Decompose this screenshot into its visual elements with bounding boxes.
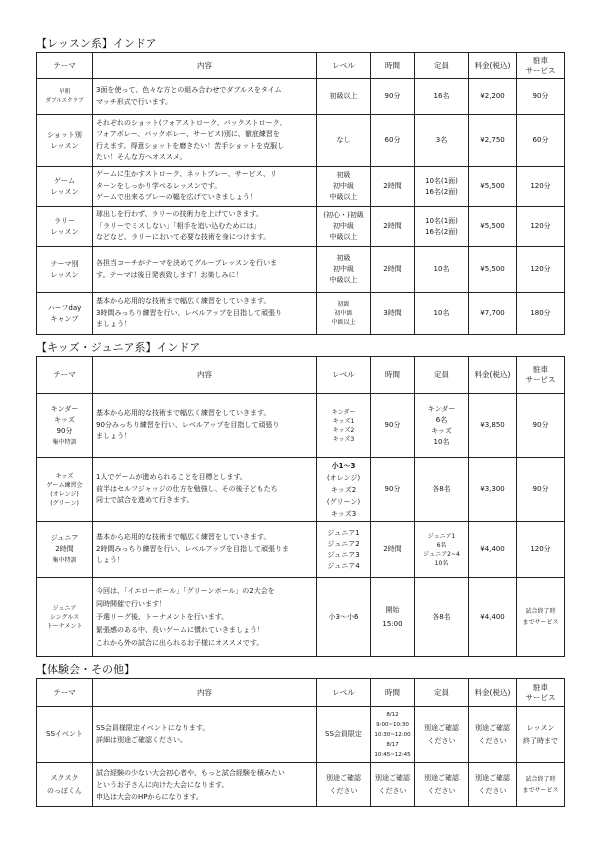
table-row	[37, 458, 565, 522]
row-time: 90分	[371, 458, 415, 522]
row-theme: テーマ別 レッスン	[37, 247, 93, 293]
row-theme: ショット別 レッスン	[37, 115, 93, 167]
row-price: ¥5,500	[469, 207, 517, 247]
header-time: 時間	[371, 53, 415, 79]
row-theme: ジュニア シングルス トーナメント	[37, 578, 93, 657]
section-title-lessons: 【レッスン系】インドア	[36, 37, 157, 50]
row-time: 開始 15:00	[371, 578, 415, 657]
row-level: 別途ご確認 ください	[317, 763, 371, 807]
table-row	[37, 394, 565, 458]
row-time: 90分	[371, 394, 415, 458]
row-price: ¥5,500	[469, 247, 517, 293]
row-content: 球出しを行わず、ラリーの技術力を上げていきます。 「ラリーでミスしない」「相手を追い込むためには」 などなど、ラリーにおいて必要な技術を身につけます。	[93, 207, 317, 247]
row-content: 3面を使って、色々な方との組み合わせでダブルスをタイム マッチ形式で行います。	[93, 79, 317, 115]
row-parking: 60分	[517, 115, 565, 167]
row-parking: 120分	[517, 167, 565, 207]
row-parking: 試合終了時 までサービス	[517, 578, 565, 657]
row-capacity: 16名	[415, 79, 469, 115]
header-level: レベル	[317, 679, 371, 707]
row-content: 基本から応用的な技術まで幅広く練習をしていきます。 3時間みっちり練習を行い、レベルアップを目指して頑張り ましょう！	[93, 293, 317, 335]
row-parking: レッスン 終了時まで	[517, 707, 565, 763]
row-theme: 早朝 ダブルスクラブ	[37, 79, 93, 115]
header-capacity: 定員	[415, 357, 469, 394]
row-parking: 120分	[517, 247, 565, 293]
table-header-row	[37, 357, 565, 394]
header-price: 料金(税込)	[469, 357, 517, 394]
row-capacity: 3名	[415, 115, 469, 167]
row-capacity: 10名(1面) 16名(2面)	[415, 167, 469, 207]
section-title-trial-other: 【体験会・その他】	[36, 663, 135, 676]
table-row	[37, 707, 565, 763]
row-content: ゲームに生かすストローク、ネットプレー、サービス、リ ターンをしっかり学べるレッスンです。 ゲームで出来るプレーの幅を広げていきましょう！	[93, 167, 317, 207]
row-capacity: 10名	[415, 293, 469, 335]
row-theme: キッズ ゲーム練習会 (オレンジ) (グリーン)	[37, 458, 93, 522]
row-time: 3時間	[371, 293, 415, 335]
section-title-kids-junior: 【キッズ・ジュニア系】インドア	[36, 341, 201, 354]
row-parking: 120分	[517, 522, 565, 578]
row-capacity: ジュニア1 6名 ジュニア2~4 10名	[415, 522, 469, 578]
row-parking: 90分	[517, 394, 565, 458]
trial-other-table	[36, 678, 565, 807]
row-time: 90分	[371, 79, 415, 115]
header-parking: 駐車 サービス	[517, 679, 565, 707]
row-theme: スクスク のっぽくん	[37, 763, 93, 807]
row-capacity: 10名(1面) 16名(2面)	[415, 207, 469, 247]
row-time: 2時間	[371, 247, 415, 293]
header-theme: テーマ	[37, 357, 93, 394]
row-capacity: 10名	[415, 247, 469, 293]
row-price: ¥5,500	[469, 167, 517, 207]
row-theme: ハーフday キャンプ	[37, 293, 93, 335]
row-parking: 90分	[517, 458, 565, 522]
table-row	[37, 207, 565, 247]
row-content: 基本から応用的な技術まで幅広く練習をしていきます。 2時間みっちり練習を行い、レベルアップを目指して頑張りま しょう！	[93, 522, 317, 578]
row-content: 今回は、「イエローボール」「グリーンボール」の2大会を 同時開催で行います！ 予選リーグ後、トーナメントを行います。 緊張感のある中、長いゲームに慣れていきましょう！ これから外の試合に出られるお子様にオススメです。	[93, 578, 317, 657]
header-price: 料金(税込)	[469, 679, 517, 707]
row-time: 2時間	[371, 167, 415, 207]
row-level: 初級以上	[317, 79, 371, 115]
row-content: 基本から応用的な技術まで幅広く練習をしていきます。 90分みっちり練習を行い、レベルアップを目指して頑張り ましょう！	[93, 394, 317, 458]
row-theme: ラリー レッスン	[37, 207, 93, 247]
header-level: レベル	[317, 53, 371, 79]
row-parking: 180分	[517, 293, 565, 335]
row-time: 8/12 9:00~10:30 10:30~12:00 8/17 10:45~12:45	[371, 707, 415, 763]
row-price: ¥2,750	[469, 115, 517, 167]
table-header-row	[37, 53, 565, 79]
row-level: ジュニア1 ジュニア2 ジュニア3 ジュニア4	[317, 522, 371, 578]
header-parking: 駐車 サービス	[517, 357, 565, 394]
row-parking: 90分	[517, 79, 565, 115]
row-price: 別途ご確認 ください	[469, 763, 517, 807]
table-row	[37, 763, 565, 807]
row-level: 初級 初中級 中級以上	[317, 293, 371, 335]
row-level: 初級 初中級 中級以上	[317, 247, 371, 293]
table-row	[37, 79, 565, 115]
header-price: 料金(税込)	[469, 53, 517, 79]
row-time: 別途ご確認 ください	[371, 763, 415, 807]
row-theme: ジュニア 2時間 集中特訓	[37, 522, 93, 578]
row-time: 2時間	[371, 522, 415, 578]
row-parking: 試合終了時 までサービス	[517, 763, 565, 807]
table-row	[37, 522, 565, 578]
row-price: ¥2,200	[469, 79, 517, 115]
row-level: 小1〜3 (オレンジ) キッズ2 (グリーン) キッズ3	[317, 458, 371, 522]
header-theme: テーマ	[37, 679, 93, 707]
row-level: 小3〜小6	[317, 578, 371, 657]
row-content: 各担当コーチがテーマを決めてグループレッスンを行いま す。テーマは後日発表致します！お楽しみに！	[93, 247, 317, 293]
row-level: なし	[317, 115, 371, 167]
table-row	[37, 247, 565, 293]
row-price: ¥4,400	[469, 522, 517, 578]
header-time: 時間	[371, 357, 415, 394]
row-price: ¥4,400	[469, 578, 517, 657]
row-parking: 120分	[517, 207, 565, 247]
header-content: 内容	[93, 679, 317, 707]
header-capacity: 定員	[415, 679, 469, 707]
table-header-row	[37, 679, 565, 707]
row-capacity: 別途ご確認 ください	[415, 763, 469, 807]
table-row	[37, 578, 565, 657]
row-capacity: キンダー 6名 キッズ 10名	[415, 394, 469, 458]
row-price: 別途ご確認 ください	[469, 707, 517, 763]
row-time: 2時間	[371, 207, 415, 247]
header-content: 内容	[93, 357, 317, 394]
row-level: キンダー キッズ1 キッズ2 キッズ3	[317, 394, 371, 458]
row-level: (初心・)初級 初中級 中級以上	[317, 207, 371, 247]
table-row	[37, 115, 565, 167]
row-theme: SSイベント	[37, 707, 93, 763]
header-parking: 駐車 サービス	[517, 53, 565, 79]
row-capacity: 各8名	[415, 578, 469, 657]
row-content: SS会員様限定イベントになります。 詳細は別途ご確認ください。	[93, 707, 317, 763]
row-capacity: 各8名	[415, 458, 469, 522]
row-capacity: 別途ご確認 ください	[415, 707, 469, 763]
header-time: 時間	[371, 679, 415, 707]
row-content: 1人でゲームが進められることを目標とします。 前半はセルフジャッジの仕方を勉強し、その後子どもたち 同士で試合を進めて行きます。	[93, 458, 317, 522]
kids-junior-table	[36, 356, 565, 657]
row-price: ¥7,700	[469, 293, 517, 335]
header-level: レベル	[317, 357, 371, 394]
row-level: 初級 初中級 中級以上	[317, 167, 371, 207]
lessons-table	[36, 52, 565, 335]
row-theme: ゲーム レッスン	[37, 167, 93, 207]
row-level: SS会員限定	[317, 707, 371, 763]
header-content: 内容	[93, 53, 317, 79]
row-theme: キンダー キッズ 90分 集中特訓	[37, 394, 93, 458]
lesson-schedule-document	[36, 36, 564, 807]
row-price: ¥3,850	[469, 394, 517, 458]
table-row	[37, 167, 565, 207]
row-time: 60分	[371, 115, 415, 167]
table-row	[37, 293, 565, 335]
row-price: ¥3,300	[469, 458, 517, 522]
header-theme: テーマ	[37, 53, 93, 79]
row-content: それぞれのショット(フォアストローク、バックストローク、 フォアボレー、バックボレー、サービス)別に、徹底練習を 行えます。得意ショットを磨きたい！苦手ショットを克服し たい！そんな方へオススメ。	[93, 115, 317, 167]
header-capacity: 定員	[415, 53, 469, 79]
row-content: 試合経験の少ない大会初心者や、もっと試合経験を積みたい というお子さんに向けた大会になります。 申込は大会のHPからになります。	[93, 763, 317, 807]
